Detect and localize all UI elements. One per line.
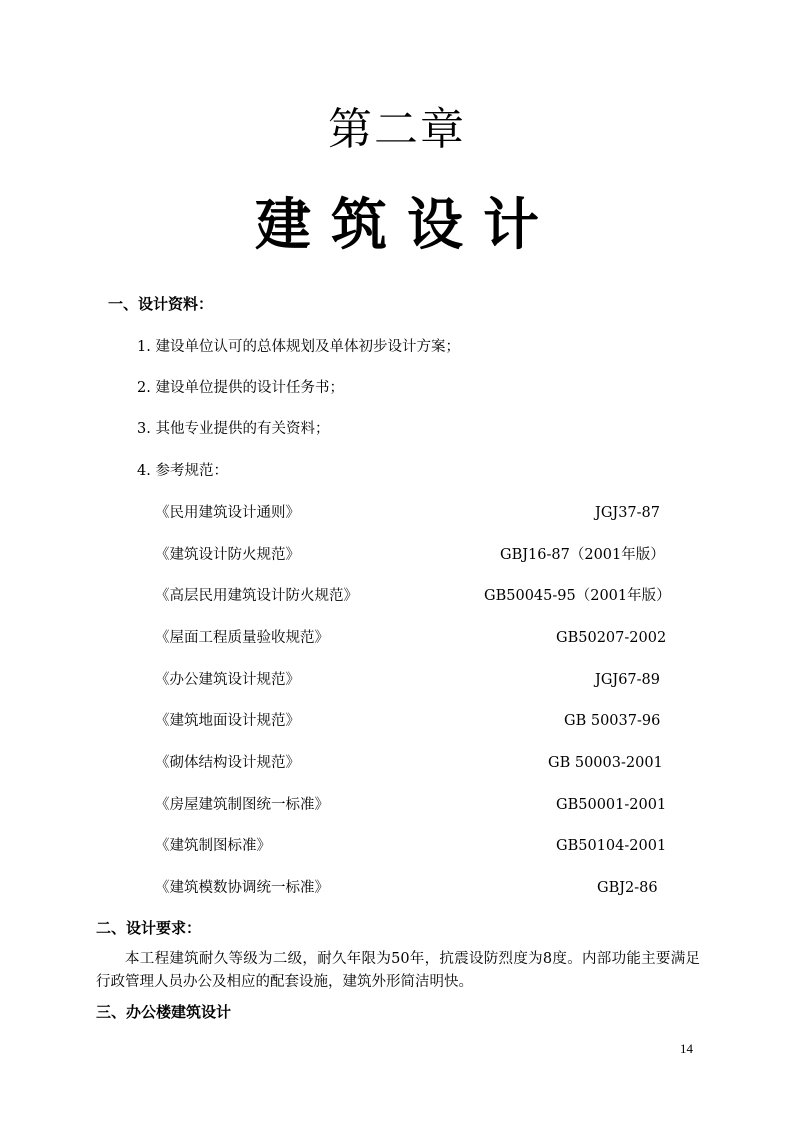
standard-row (155, 877, 665, 899)
standard-code: GBJ16-87（2001年版） (500, 547, 665, 563)
standard-code: GB50207-2002 (556, 630, 667, 646)
standard-name: 《办公建筑设计规范》 (155, 672, 300, 688)
standard-name: 《建筑制图标准》 (155, 838, 271, 854)
list-item: 3. 其他专业提供的有关资料； (137, 421, 330, 437)
list-item: 4. 参考规范： (137, 463, 228, 479)
standard-code: GB50001-2001 (556, 797, 667, 813)
standard-code: JGJ67-89 (595, 672, 661, 688)
standard-row (155, 502, 665, 524)
section-heading-design-materials: 一、设计资料： (108, 295, 214, 313)
standard-name: 《房屋建筑制图统一标准》 (155, 797, 329, 813)
standard-row (155, 544, 665, 566)
standard-name: 《建筑模数协调统一标准》 (155, 880, 329, 896)
chapter-title: 第二章 (328, 104, 466, 155)
standard-name: 《建筑设计防火规范》 (155, 547, 300, 563)
standard-code: GB50104-2001 (556, 838, 667, 854)
standard-name: 《砌体结构设计规范》 (155, 755, 300, 771)
standard-code: GB 50003-2001 (548, 755, 663, 771)
standard-code: GBJ2-86 (597, 880, 658, 896)
standard-row (155, 585, 671, 607)
standard-row (155, 710, 665, 732)
standard-row (155, 794, 665, 816)
standard-name: 《民用建筑设计通则》 (155, 505, 300, 521)
standard-code: JGJ37-87 (595, 505, 661, 521)
standard-code: GB50045-95（2001年版） (484, 588, 671, 604)
list-item: 1. 建设单位认可的总体规划及单体初步设计方案； (137, 339, 460, 355)
section-heading-design-requirements: 二、设计要求： (96, 919, 202, 937)
standard-row (155, 752, 665, 774)
standard-row (155, 627, 665, 649)
standard-row (155, 835, 665, 857)
standard-code: GB 50037-96 (564, 713, 661, 729)
page-number: 14 (680, 1041, 693, 1056)
standard-name: 《建筑地面设计规范》 (155, 713, 300, 729)
standard-name: 《屋面工程质量验收规范》 (155, 630, 329, 646)
standard-name: 《高层民用建筑设计防火规范》 (155, 588, 358, 604)
section-heading-office-building-design: 三、办公楼建筑设计 (96, 1003, 232, 1021)
standard-row (155, 669, 665, 691)
design-requirements-paragraph: 本工程建筑耐久等级为二级，耐久年限为50年，抗震设防烈度为8度。内部功能主要满足行政管理人员办公及相应的配套设施，建筑外形简洁明快。 (96, 951, 700, 990)
chapter-subtitle: 建筑设计 (255, 192, 559, 258)
list-item: 2. 建设单位提供的设计任务书； (137, 380, 344, 396)
